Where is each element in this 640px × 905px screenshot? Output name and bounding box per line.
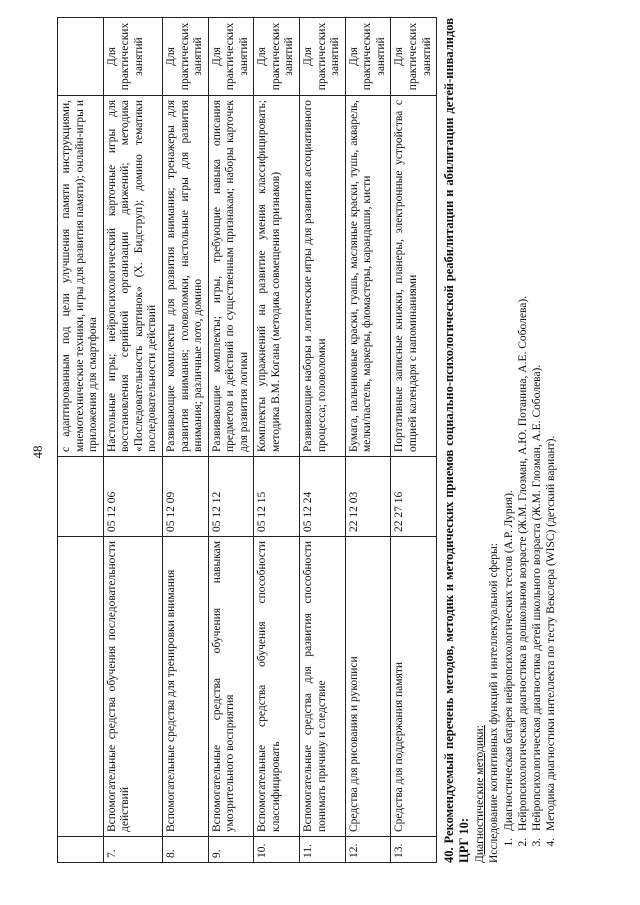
row-number: 8. <box>162 837 208 863</box>
row-code: 05 12 24 <box>300 457 346 537</box>
row-description: Развивающие комплекты; игры, требующие навыка описания предметов и действий по существенным признакам; наборы карточек для развития логики <box>208 96 254 457</box>
table-body <box>58 18 437 863</box>
row-number <box>58 837 104 863</box>
table-row <box>103 18 162 863</box>
table-row <box>58 18 104 863</box>
list-item: 4. Методика диагностики интеллекта по тесту Векслера (WISC) (детский вариант). <box>544 0 558 835</box>
row-name: Вспомогательные средства обучения последовательности действий <box>103 537 162 837</box>
row-number: 12. <box>345 837 391 863</box>
row-description: Развивающие комплекты для развития внимания; тренажеры для развития внимания; головоломки, настольные игры для развития внимания; различные лото, домино <box>162 96 208 457</box>
row-name: Средства для рисования и рукописи <box>345 537 391 837</box>
row-purpose: Для практических занятий <box>208 18 254 96</box>
row-code: 05 12 12 <box>208 457 254 537</box>
row-number: 9. <box>208 837 254 863</box>
page-number: 48 <box>30 445 45 459</box>
section-subtitle: Диагностические методики: <box>474 725 486 863</box>
row-name: Вспомогательные средства для тренировки внимания <box>162 537 208 837</box>
row-code <box>58 457 104 537</box>
row-description: с адаптированным под цели улучшения памяти инструкциями, мнемотехнические техники, игры для развития памяти); онлайн-игры и приложения для смартфона <box>58 96 104 457</box>
table-row <box>162 18 208 863</box>
row-description: Развивающие наборы и логические игры для развития ассоциативного процесса; головоломки <box>300 96 346 457</box>
row-purpose: Для практических занятий <box>300 18 346 96</box>
row-code: 05 12 06 <box>103 457 162 537</box>
row-code: 22 27 16 <box>391 457 437 537</box>
table-row <box>300 18 346 863</box>
table-row <box>208 18 254 863</box>
section-title: 40. Рекомендуемый перечень методов, методик и методических приемов социально-психологической реабилитации и абилитации детей-инвалидов ЦРГ 10: <box>442 18 471 863</box>
row-purpose <box>58 18 104 96</box>
row-number: 11. <box>300 837 346 863</box>
row-name: Вспомогательные средства обучения навыкам умозрительного восприятия <box>208 537 254 837</box>
row-description: Настольные игры; нейропсихологический карточные игры для восстановления серийной организации движений; методика «Последовательность картинок» (Х. Бидструп); домино тематики последовательности действий <box>103 96 162 457</box>
row-purpose: Для практических занятий <box>391 18 437 96</box>
row-description: Бумага, пальчиковые краски, гуашь, масляные краски, тушь, акварель, мелки/пастель, маркеры, фломастеры, карандаши, кисти <box>345 96 391 457</box>
row-code: 22 12 03 <box>345 457 391 537</box>
list-item: 1. Диагностическая батарея нейропсихологических тестов (А.Р. Лурия). <box>502 0 516 835</box>
row-purpose: Для практических занятий <box>345 18 391 96</box>
methods-list <box>502 0 558 863</box>
equipment-table <box>57 17 437 863</box>
row-purpose: Для практических занятий <box>162 18 208 96</box>
row-description: Комплекты упражнений на развитие умения классифицировать; методика В.М. Когана (методика совмещения признаков) <box>254 96 300 457</box>
row-name: Вспомогательные средства обучения способности классифицировать <box>254 537 300 837</box>
table-row <box>391 18 437 863</box>
list-item: 2. Нейропсихологическая диагностика в дошкольном возрасте (Ж.М. Глозман, А.Ю. Потанина, А.Е. Соболева). <box>516 0 530 835</box>
row-code: 05 12 09 <box>162 457 208 537</box>
row-number: 7. <box>103 837 162 863</box>
row-name: Средства для поддержания памяти <box>391 537 437 837</box>
row-code: 05 12 15 <box>254 457 300 537</box>
table-row <box>254 18 300 863</box>
row-name: Вспомогательные средства для развития способности понимать причину и следствие <box>300 537 346 837</box>
list-item: 3. Нейропсихологическая диагностика детей школьного возраста (Ж.М. Глозман, А.Е. Соболева). <box>530 0 544 835</box>
row-purpose: Для практических занятий <box>103 18 162 96</box>
row-number: 10. <box>254 837 300 863</box>
table-row <box>345 18 391 863</box>
row-description: Портативные записные книжки, планеры, электронные устройства с опцией календаря с напоминаниями <box>391 96 437 457</box>
row-purpose: Для практических занятий <box>254 18 300 96</box>
row-number: 13. <box>391 837 437 863</box>
section-intro: Исследование когнитивных функций и интеллектуальной сферы: <box>488 543 500 863</box>
row-name <box>58 537 104 837</box>
